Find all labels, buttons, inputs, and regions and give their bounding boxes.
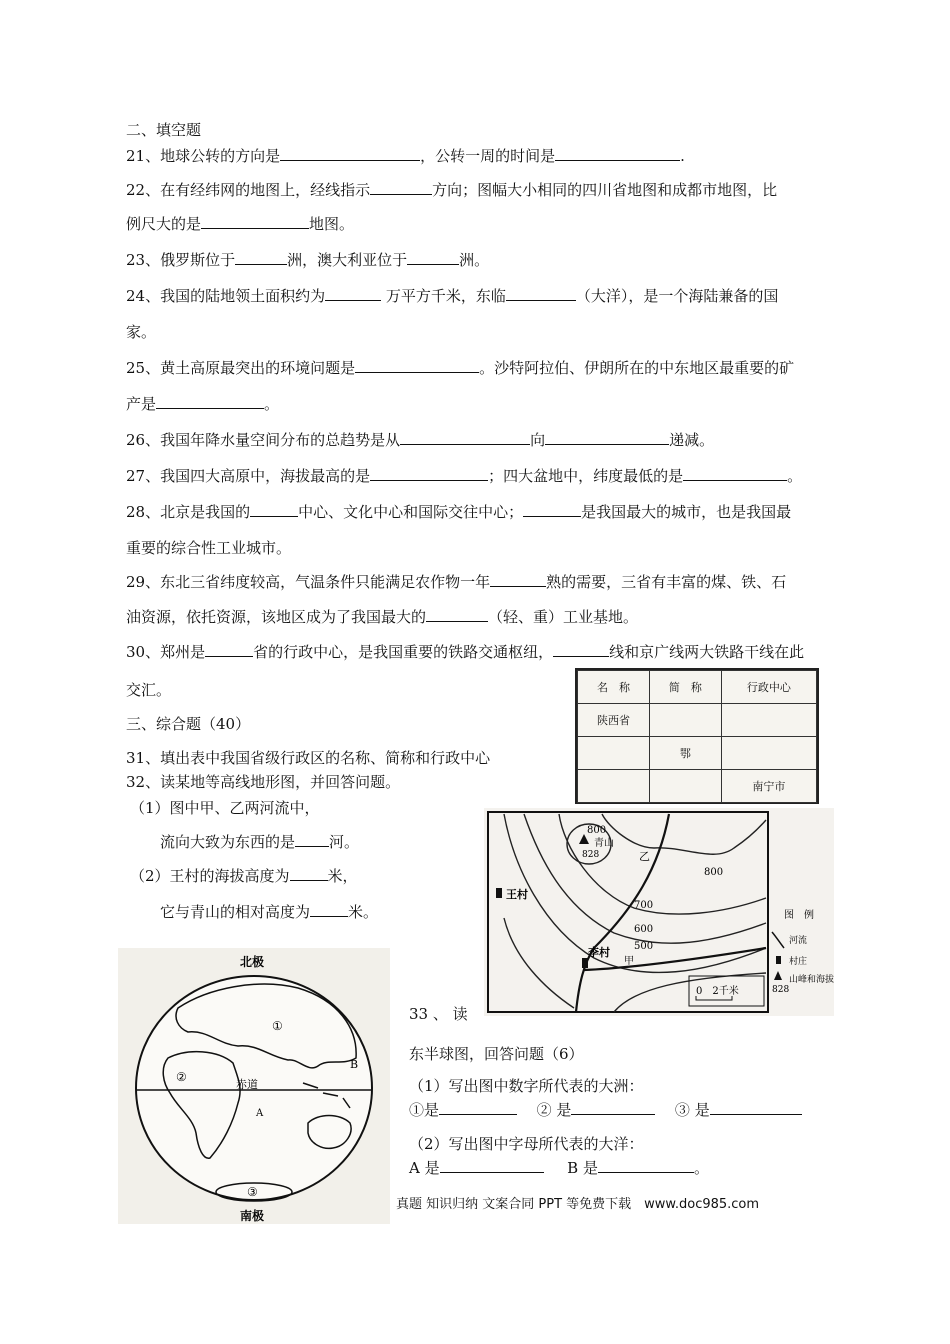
question-32-title: 32、读某地等高线地形图，并回答问题。 — [126, 773, 401, 791]
q30-text: 30、郑州是 — [126, 643, 206, 661]
q28-text: 中心、文化中心和国际交往中心； — [298, 503, 524, 521]
table-cell[interactable] — [578, 737, 650, 770]
hemisphere-map — [118, 948, 390, 1224]
scale-label: 0 2千米 — [696, 986, 739, 997]
q33-text: B 是 — [567, 1159, 598, 1177]
q24-text: 万平方千米，东临 — [381, 287, 506, 305]
answer-blank[interactable] — [156, 394, 264, 409]
table-header: 简 称 — [649, 671, 721, 704]
table-cell[interactable] — [721, 704, 816, 737]
continent-1-label: ① — [272, 1019, 283, 1033]
legend-river: 河流 — [789, 936, 808, 946]
q29-text: 熟的需要，三省有丰富的煤、铁、石 — [546, 573, 787, 591]
river-yi-label: 乙 — [639, 850, 650, 863]
q30-text: 省的行政中心，是我国重要的铁路交通枢纽， — [253, 643, 554, 661]
ocean-a-label: A — [256, 1108, 264, 1119]
footer-watermark: 真题 知识归纳 文案合同 PPT 等免费下载 www.doc985.com — [396, 1197, 760, 1212]
village-legend-icon — [776, 956, 781, 964]
q32-text: 流向大致为东西的是 — [160, 833, 296, 851]
q33-text: 。 — [693, 1159, 709, 1177]
legend-title: 图 例 — [784, 910, 814, 921]
q33-title: 33 、 读 — [409, 1005, 468, 1023]
answer-blank[interactable] — [370, 180, 432, 195]
q24-text: （大洋），是一个海陆兼备的国 — [575, 287, 779, 305]
q22-text: 地图。 — [309, 215, 355, 233]
q23-text: 洲，澳大利亚位于 — [287, 251, 408, 269]
question-29-cont — [126, 607, 638, 627]
q23-text: 23、俄罗斯位于 — [126, 251, 236, 269]
answer-blank[interactable] — [439, 1100, 517, 1115]
question-31: 31、填出表中我国省级行政区的名称、简称和行政中心 — [126, 749, 491, 767]
q33-text: ② 是 — [536, 1101, 572, 1119]
q32-part2 — [130, 866, 358, 886]
q33-part2-answers — [409, 1158, 709, 1178]
answer-blank[interactable] — [355, 358, 479, 373]
section-title: 二、填空题 — [126, 121, 202, 139]
village-li-label: 李村 — [588, 946, 610, 959]
table-cell[interactable] — [578, 770, 650, 803]
q26-text: 递减。 — [669, 431, 715, 449]
answer-blank[interactable] — [426, 607, 488, 622]
answer-blank[interactable] — [295, 832, 329, 847]
q29-text: （轻、重）工业基地。 — [488, 608, 639, 626]
q32-text: 米。 — [348, 903, 379, 921]
q22-text: 22、在有经纬网的地图上，经线指示 — [126, 181, 371, 199]
answer-blank[interactable] — [555, 146, 680, 161]
q22-text: 例尺大的是 — [126, 215, 202, 233]
question-26 — [126, 430, 714, 450]
q27-text: ；四大盆地中，纬度最低的是 — [488, 467, 684, 485]
answer-blank[interactable] — [250, 502, 298, 517]
answer-blank[interactable] — [440, 1158, 544, 1173]
q29-text: 29、东北三省纬度较高，气温条件只能满足农作物一年 — [126, 573, 491, 591]
answer-blank[interactable] — [407, 250, 459, 265]
table-cell[interactable] — [721, 737, 816, 770]
answer-blank[interactable] — [683, 466, 787, 481]
q33-part1-answers — [409, 1100, 802, 1120]
q33-text: ③ 是 — [674, 1101, 710, 1119]
village-icon — [496, 888, 502, 898]
table-header: 名 称 — [578, 671, 650, 704]
question-30-cont: 交汇。 — [126, 681, 172, 699]
answer-blank[interactable] — [400, 430, 530, 445]
q33-text: A 是 — [409, 1159, 440, 1177]
answer-blank[interactable] — [201, 214, 309, 229]
q21-text: 21、地球公转的方向是 — [126, 147, 281, 165]
question-24-cont: 家。 — [126, 323, 157, 341]
q32-text: 河。 — [329, 833, 360, 851]
q22-text: 方向；图幅大小相同的四川省地图和成都市地图，比 — [432, 181, 778, 199]
section-title: 三、综合题（40） — [126, 715, 251, 733]
q25-text: 。 — [264, 395, 280, 413]
q32-text: 它与青山的相对高度为 — [160, 903, 311, 921]
answer-blank[interactable] — [370, 466, 488, 481]
q27-text: 27、我国四大高原中，海拔最高的是 — [126, 467, 371, 485]
q21-text: ，公转一周的时间是 — [420, 147, 556, 165]
answer-blank[interactable] — [235, 250, 287, 265]
q25-text: 产是 — [126, 395, 157, 413]
table-cell[interactable] — [649, 770, 721, 803]
river-jia-label: 甲 — [624, 956, 634, 967]
contour-label: 600 — [634, 924, 654, 935]
q32-part1: （1）图中甲、乙两河流中， — [130, 799, 320, 817]
table-cell[interactable] — [649, 704, 721, 737]
q32-part2-question — [160, 902, 378, 922]
q33-title-cont: 东半球图，回答问题（6） — [409, 1045, 584, 1063]
answer-blank[interactable] — [545, 430, 669, 445]
answer-blank[interactable] — [710, 1100, 802, 1115]
q28-text: 28、北京是我国的 — [126, 503, 251, 521]
q27-text: 。 — [787, 467, 803, 485]
answer-blank[interactable] — [325, 286, 381, 301]
answer-blank[interactable] — [290, 866, 328, 881]
q28-text: 是我国最大的城市，也是我国最 — [581, 503, 792, 521]
south-pole-label: 南极 — [240, 1209, 265, 1223]
question-25-cont — [126, 394, 279, 414]
q33-text: ①是 — [409, 1101, 440, 1119]
question-22-cont — [126, 214, 354, 234]
q32-text: （2）王村的海拔高度为 — [130, 867, 290, 885]
answer-blank[interactable] — [506, 286, 576, 301]
table-cell: 鄂 — [649, 737, 721, 770]
q21-text: . — [680, 147, 685, 165]
continent-3-label: ③ — [247, 1185, 258, 1199]
q33-part2: （2）写出图中字母所代表的大洋： — [409, 1135, 644, 1153]
contour-label: 500 — [634, 941, 654, 952]
ocean-b-label: B — [350, 1058, 359, 1071]
legend-village: 村庄 — [789, 957, 808, 967]
q26-text: 26、我国年降水量空间分布的总趋势是从 — [126, 431, 401, 449]
legend-peak-height: 828 — [772, 985, 790, 995]
question-25 — [126, 358, 794, 378]
village-wang-label: 王村 — [506, 888, 528, 901]
answer-blank[interactable] — [205, 642, 253, 657]
table-cell: 南宁市 — [721, 770, 816, 803]
q25-text: 。沙特阿拉伯、伊朗所在的中东地区最重要的矿 — [479, 359, 795, 377]
question-27 — [126, 466, 802, 486]
q32-part1-question — [160, 832, 359, 852]
answer-blank[interactable] — [490, 572, 546, 587]
q33-part1: （1）写出图中数字所代表的大洲： — [409, 1077, 644, 1095]
question-22 — [126, 180, 777, 200]
q29-text: 油资源，依托资源，该地区成为了我国最大的 — [126, 608, 427, 626]
question-28 — [126, 502, 791, 522]
peak-height: 828 — [582, 850, 600, 860]
table-cell: 陕西省 — [578, 704, 650, 737]
answer-blank[interactable] — [571, 1100, 655, 1115]
legend-peak: 山峰和海拔 — [789, 975, 834, 985]
contour-label: 800 — [587, 825, 607, 836]
contour-map — [484, 808, 834, 1016]
answer-blank[interactable] — [280, 146, 420, 161]
contour-label: 800 — [704, 867, 724, 878]
contour-label: 700 — [634, 900, 654, 911]
equator-label: 赤道 — [236, 1078, 258, 1091]
q30-text: 线和京广线两大铁路干线在此 — [609, 643, 805, 661]
q24-text: 24、我国的陆地领土面积约为 — [126, 287, 326, 305]
answer-blank[interactable] — [598, 1158, 694, 1173]
peak-label: 青山 — [594, 838, 614, 849]
province-table — [575, 668, 819, 804]
q32-text: 米， — [327, 867, 358, 885]
table-header: 行政中心 — [721, 671, 816, 704]
question-28-cont: 重要的综合性工业城市。 — [126, 539, 292, 557]
north-pole-label: 北极 — [240, 955, 265, 969]
answer-blank[interactable] — [310, 902, 348, 917]
question-29 — [126, 572, 786, 592]
question-23 — [126, 250, 489, 270]
question-21 — [126, 146, 685, 166]
q26-text: 向 — [530, 431, 546, 449]
continent-2-label: ② — [176, 1070, 187, 1084]
question-24 — [126, 286, 778, 306]
answer-blank[interactable] — [523, 502, 581, 517]
q25-text: 25、黄土高原最突出的环境问题是 — [126, 359, 356, 377]
answer-blank[interactable] — [553, 642, 609, 657]
question-30 — [126, 642, 804, 662]
village-icon — [582, 958, 588, 968]
q23-text: 洲。 — [459, 251, 490, 269]
